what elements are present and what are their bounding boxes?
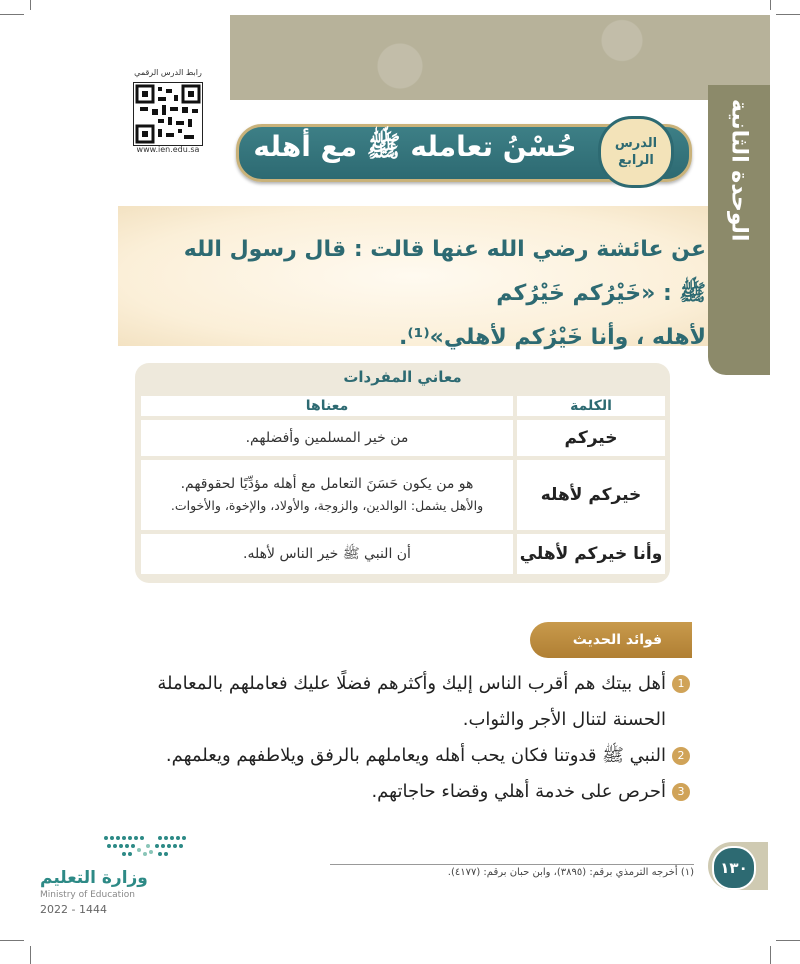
crop-mark xyxy=(30,946,31,964)
ministry-name-english: Ministry of Education xyxy=(40,890,135,900)
hadith-text xyxy=(150,228,706,360)
hadith-line-2: لأهله ، وأنا خَيْرُكم لأهلي»⁽¹⁾. xyxy=(398,325,706,350)
ministry-year: 2022 - 1444 xyxy=(40,903,107,916)
vocab-meaning-line: من خير المسلمين وأفضلهم. xyxy=(245,430,409,446)
vocab-title: معاني المفردات xyxy=(343,368,462,386)
lesson-badge-line1: الدرس xyxy=(614,136,658,151)
benefit-number: 1 xyxy=(672,675,690,693)
vocab-word: وأنا خيركم لأهلي xyxy=(517,534,665,574)
crop-mark xyxy=(770,946,771,964)
benefit-number: 2 xyxy=(672,747,690,765)
qr-caption: رابط الدرس الرقمي xyxy=(134,68,202,77)
benefit-text: أحرص على خدمة أهلي وقضاء حاجاتهم. xyxy=(371,781,666,802)
benefit-item xyxy=(100,666,690,702)
crop-mark xyxy=(776,940,800,941)
unit-label: الوحدة الثانية xyxy=(726,98,752,242)
footnote: (١) أخرجه الترمذي برقم: (٣٨٩٥)، وابن حبان برقم: (٤١٧٧). xyxy=(330,864,694,878)
crop-mark xyxy=(0,14,24,15)
benefit-text: أهل بيتك هم أقرب الناس إليك وأكثرهم فضلًا عليك فعاملهم بالمعاملة xyxy=(157,673,666,694)
ministry-logo-icon xyxy=(100,830,190,860)
vocab-meaning xyxy=(141,460,513,530)
vocab-meaning xyxy=(141,420,513,456)
benefit-text: النبي ﷺ قدوتنا فكان يحب أهله ويعاملهم بالرفق ويلاطفهم ويعلمهم. xyxy=(165,745,666,766)
crop-mark xyxy=(770,0,771,10)
vocab-meaning xyxy=(141,534,513,574)
col-meaning-header: معناها xyxy=(141,396,513,416)
hadith-line-1: عن عائشة رضي الله عنها قالت : قال رسول الله ﷺ : «خَيْرُكم خَيْرُكم xyxy=(183,237,706,306)
col-word-header: الكلمة xyxy=(517,396,665,416)
qr-code-icon[interactable] xyxy=(133,82,203,146)
vocab-word: خيركم لأهله xyxy=(517,460,665,530)
qr-url[interactable]: www.ien.edu.sa xyxy=(136,145,200,154)
ministry-name-arabic: وزارة التعليم xyxy=(40,868,148,888)
vocab-meaning-line: والأهل يشمل: الوالدين، والزوجة، والأولاد، والإخوة، والأخوات. xyxy=(170,498,484,513)
lesson-badge xyxy=(598,116,674,188)
benefits-list xyxy=(100,666,690,810)
crop-mark xyxy=(0,940,24,941)
vocab-meaning-line: أن النبي ﷺ خير الناس لأهله. xyxy=(243,546,411,562)
vocab-word: خيركم xyxy=(517,420,665,456)
page-number: ١٣٠ xyxy=(712,846,756,890)
lesson-badge-line2: الرابع xyxy=(618,153,654,168)
vocab-meaning-line: هو من يكون حَسَنَ التعامل مع أهله مؤدِّيًا لحقوقهم. xyxy=(180,476,474,492)
benefits-title: فوائد الحديث xyxy=(530,622,692,658)
crop-mark xyxy=(776,14,800,15)
benefit-continuation: الحسنة لتنال الأجر والثواب. xyxy=(462,709,666,730)
lesson-title: حُسْنُ تعامله ﷺ مع أهله xyxy=(253,130,577,163)
benefit-item xyxy=(100,774,690,810)
crop-mark xyxy=(30,0,31,10)
benefit-number: 3 xyxy=(672,783,690,801)
benefit-item xyxy=(100,738,690,774)
